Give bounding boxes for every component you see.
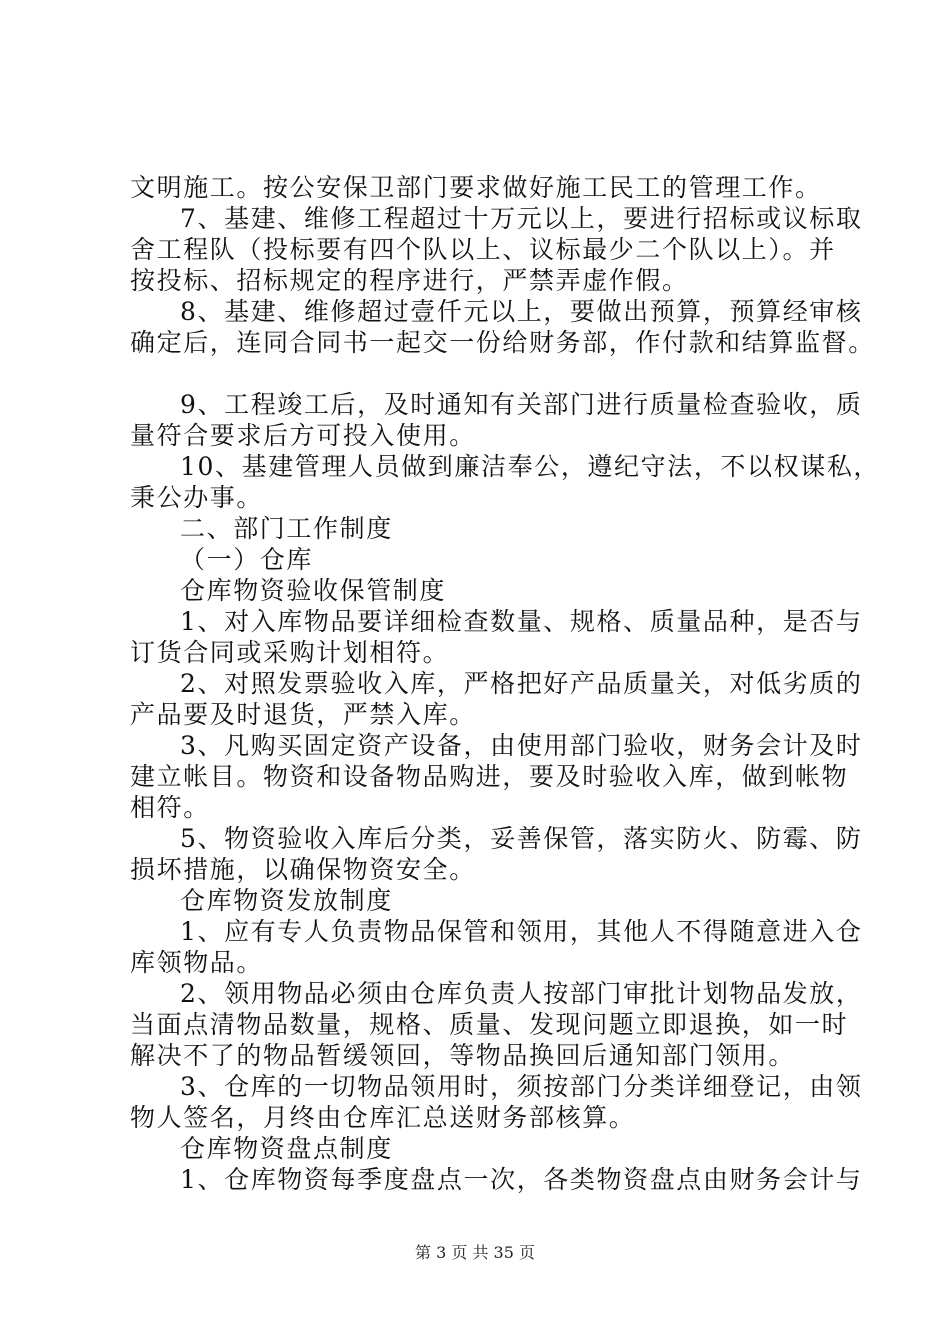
page-number-footer: 第 3 页 共 35 页	[415, 1243, 535, 1262]
text-line: 7、基建、维修工程超过十万元以上，要进行招标或议标取	[180, 204, 863, 233]
text-line: 3、仓库的一切物品领用时，须按部门分类详细登记，由领	[180, 1072, 863, 1101]
text-line: 解决不了的物品暂缓领回，等物品换回后通知部门领用。	[130, 1041, 796, 1070]
text-line: 建立帐目。物资和设备物品购进，要及时验收入库，做到帐物	[130, 762, 849, 791]
text-line: 损坏措施，以确保物资安全。	[130, 855, 476, 884]
text-line: 秉公办事。	[130, 483, 264, 512]
subsection-heading: （一）仓库	[180, 545, 314, 574]
text-line: 相符。	[130, 793, 210, 822]
text-line: 1、仓库物资每季度盘点一次，各类物资盘点由财务会计与	[180, 1165, 863, 1194]
text-line: 当面点清物品数量，规格、质量、发现问题立即退换，如一时	[130, 1010, 849, 1039]
document-body	[130, 172, 881, 1195]
text-line: 量符合要求后方可投入使用。	[130, 421, 476, 450]
text-line: 5、物资验收入库后分类，妥善保管，落实防火、防霉、防	[180, 824, 863, 853]
text-line: 库领物品。	[130, 948, 264, 977]
text-line: 1、应有专人负责物品保管和领用，其他人不得随意进入仓	[180, 917, 863, 946]
text-line: 文明施工。按公安保卫部门要求做好施工民工的管理工作。	[130, 173, 822, 202]
text-line: 2、对照发票验收入库，严格把好产品质量关，对低劣质的	[180, 669, 863, 698]
text-line: 8、基建、维修超过壹仟元以上，要做出预算，预算经审核	[180, 297, 863, 326]
text-line: 2、领用物品必须由仓库负责人按部门审批计划物品发放，	[180, 979, 863, 1008]
text-line: 9、工程竣工后，及时通知有关部门进行质量检查验收，质	[180, 390, 863, 419]
text-line: 1、对入库物品要详细检查数量、规格、质量品种，是否与	[180, 607, 863, 636]
text-line: 确定后，连同合同书一起交一份给财务部，作付款和结算监督。	[130, 328, 875, 357]
text-line: 按投标、招标规定的程序进行，严禁弄虚作假。	[130, 266, 689, 295]
paragraph-gap	[130, 358, 830, 389]
text-line: 10、基建管理人员做到廉洁奉公，遵纪守法，不以权谋私，	[180, 452, 881, 481]
rule-title: 仓库物资盘点制度	[180, 1134, 393, 1163]
text-line: 订货合同或采购计划相符。	[130, 638, 450, 667]
text-line: 3、凡购买固定资产设备，由使用部门验收，财务会计及时	[180, 731, 863, 760]
text-line: 舍工程队（投标要有四个队以上、议标最少二个队以上）。并	[130, 235, 836, 264]
rule-title: 仓库物资验收保管制度	[180, 576, 447, 605]
rule-title: 仓库物资发放制度	[180, 886, 393, 915]
text-line: 产品要及时退货，严禁入库。	[130, 700, 476, 729]
section-heading: 二、部门工作制度	[180, 514, 393, 543]
text-line: 物人签名，月终由仓库汇总送财务部核算。	[130, 1103, 636, 1132]
